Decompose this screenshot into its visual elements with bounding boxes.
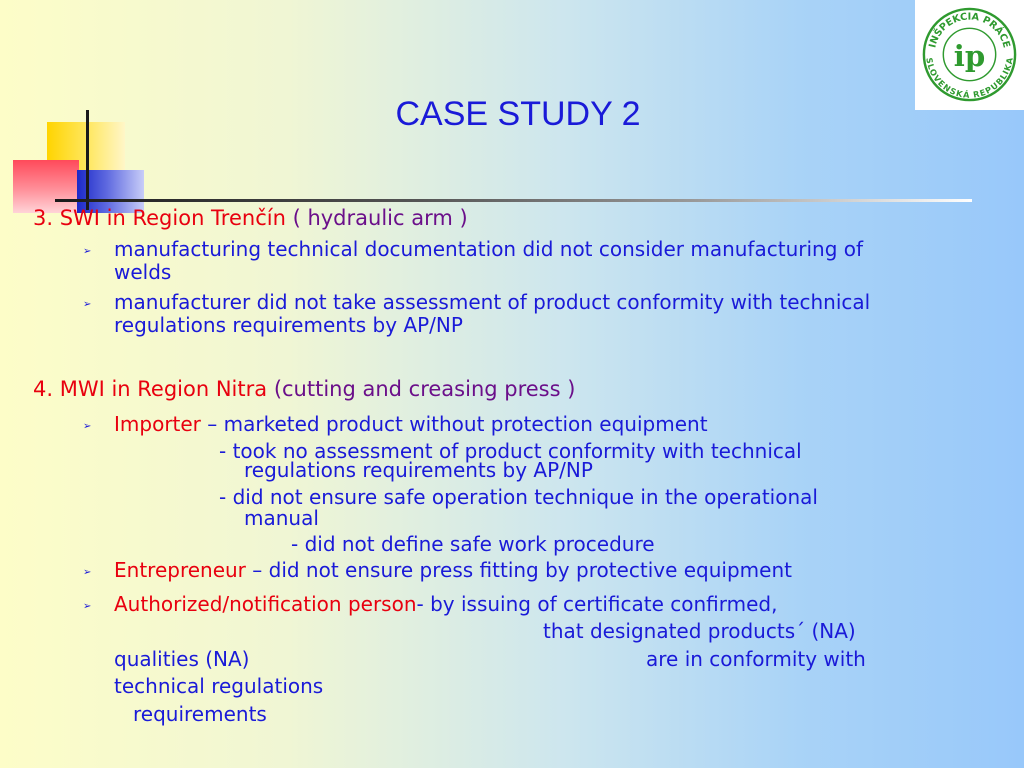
section3-heading [33,207,468,230]
authorized-label: Authorized/notification person [114,592,417,616]
logo-bottom-text: SLOVENSKÁ REPUBLIKA [924,56,1015,100]
section3-bullet1-line2: welds [114,260,172,284]
importer-line [114,413,708,436]
logo-monogram: ip [953,39,986,74]
bullet-arrow-icon: ➢ [83,299,92,310]
bullet-arrow-icon: ➢ [83,421,92,432]
authorized-line4: technical regulations [114,674,324,698]
importer-sub1-line1: - took no assessment of product conformity with technical [219,439,802,463]
bullet-arrow-icon: ➢ [83,246,92,257]
authorized-text: - by issuing of certificate confirmed, [416,592,778,616]
importer-sub1-line2: regulations requirements by AP/NP [244,458,593,482]
importer-sub2-line2: manual [244,506,319,530]
logo-top-text: INŠPEKCIA PRÁCE [927,11,1012,50]
entrepreneur-text: – did not ensure press fitting by protective equipment [245,558,792,582]
entrepreneur-label: Entrepreneur [114,558,246,582]
bullet-arrow-icon: ➢ [83,601,92,612]
section3-heading-red: 3. SWI in Region Trenčín [33,206,286,230]
importer-label: Importer [114,412,201,436]
importer-sub3: - did not define safe work procedure [291,532,655,556]
authorized-line5: requirements [133,702,267,726]
horizontal-rule [55,199,972,202]
section4-heading-rest: (cutting and creasing press ) [267,377,576,401]
entrepreneur-line [114,559,792,582]
section4-heading-red: 4. MWI in Region Nitra [33,377,268,401]
logo-seal-icon [921,6,1018,103]
inspekcia-prace-logo [915,0,1024,110]
section3-bullet2-line1: manufacturer did not take assessment of product conformity with technical [114,290,871,314]
authorized-line [114,593,777,616]
importer-text: – marketed product without protection equipment [200,412,708,436]
section4-heading [33,378,575,401]
authorized-line2: that designated products´ (NA) [543,619,856,643]
authorized-line3b: are in conformity with [646,647,866,671]
authorized-line3a: qualities (NA) [114,647,250,671]
importer-sub2-line1: - did not ensure safe operation technique in the operational [219,485,818,509]
slide-title: CASE STUDY 2 [395,95,641,133]
section3-bullet1-line1: manufacturing technical documentation did not consider manufacturing of [114,237,864,261]
section3-bullet2-line2: regulations requirements by AP/NP [114,313,463,337]
section3-heading-rest: ( hydraulic arm ) [285,206,468,230]
bullet-arrow-icon: ➢ [83,567,92,578]
